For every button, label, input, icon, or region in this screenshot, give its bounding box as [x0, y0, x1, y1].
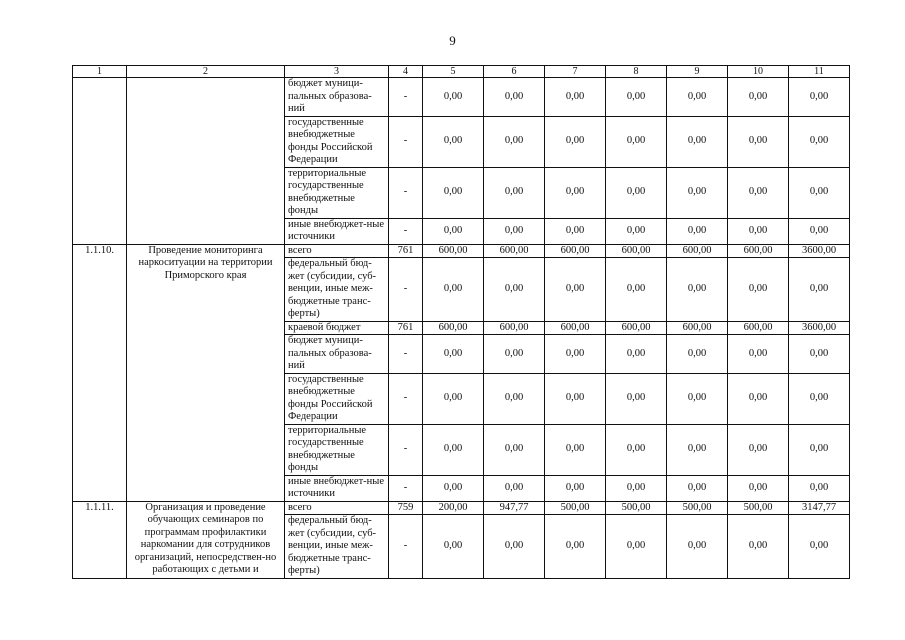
funding-source: бюджет муници-пальных образова-ний	[285, 335, 389, 374]
grbs-code: -	[389, 373, 423, 424]
grbs-code: -	[389, 167, 423, 218]
amount-cell: 0,00	[545, 424, 606, 475]
amount-cell: 0,00	[606, 78, 667, 117]
amount-cell: 200,00	[423, 501, 484, 515]
amount-cell: 600,00	[667, 321, 728, 335]
funding-source: иные внебюджет-ные источники	[285, 475, 389, 501]
amount-cell: 600,00	[606, 321, 667, 335]
column-number: 4	[389, 66, 423, 78]
column-number: 10	[728, 66, 789, 78]
amount-cell: 0,00	[728, 424, 789, 475]
amount-cell: 0,00	[606, 515, 667, 579]
table-row	[73, 78, 850, 117]
grbs-code: -	[389, 78, 423, 117]
column-number: 5	[423, 66, 484, 78]
grbs-code: -	[389, 475, 423, 501]
amount-cell: 0,00	[728, 373, 789, 424]
amount-cell: 0,00	[667, 515, 728, 579]
amount-cell: 0,00	[789, 218, 850, 244]
amount-cell: 0,00	[484, 78, 545, 117]
amount-cell: 500,00	[606, 501, 667, 515]
column-number-row	[73, 66, 850, 78]
measure-code: 1.1.11.	[73, 501, 127, 578]
funding-source: территориальные государственные внебюджетные фонды	[285, 424, 389, 475]
amount-cell: 0,00	[728, 335, 789, 374]
measure-code: 1.1.10.	[73, 244, 127, 501]
amount-cell: 0,00	[545, 515, 606, 579]
amount-cell: 0,00	[484, 424, 545, 475]
amount-cell: 0,00	[789, 335, 850, 374]
amount-cell: 0,00	[545, 373, 606, 424]
amount-cell: 500,00	[728, 501, 789, 515]
amount-cell: 0,00	[667, 258, 728, 322]
measure-code	[73, 78, 127, 245]
amount-cell: 0,00	[789, 373, 850, 424]
amount-cell: 0,00	[667, 475, 728, 501]
amount-cell: 3600,00	[789, 244, 850, 258]
measure-name: Проведение мониторинга наркоситуации на территории Приморского края	[127, 244, 285, 501]
funding-source: федеральный бюд-жет (субсидии, суб-венции, иные меж-бюджетные транс-ферты)	[285, 258, 389, 322]
amount-cell: 0,00	[667, 167, 728, 218]
amount-cell: 0,00	[484, 475, 545, 501]
amount-cell: 0,00	[789, 475, 850, 501]
amount-cell: 0,00	[606, 475, 667, 501]
column-number: 8	[606, 66, 667, 78]
funding-source: иные внебюджет-ные источники	[285, 218, 389, 244]
amount-cell: 0,00	[667, 335, 728, 374]
amount-cell: 0,00	[423, 167, 484, 218]
amount-cell: 600,00	[423, 244, 484, 258]
funding-source: федеральный бюд-жет (субсидии, суб-венции, иные меж-бюджетные транс-ферты)	[285, 515, 389, 579]
amount-cell: 600,00	[667, 244, 728, 258]
amount-cell: 0,00	[423, 335, 484, 374]
amount-cell: 0,00	[545, 167, 606, 218]
amount-cell: 600,00	[484, 321, 545, 335]
table-row	[73, 501, 850, 515]
amount-cell: 0,00	[789, 258, 850, 322]
column-number: 7	[545, 66, 606, 78]
measure-name: Организация и проведение обучающих семинаров по программам профилактики наркомании для сотрудников организаций, непосредствен-но работающих с детьми и	[127, 501, 285, 578]
amount-cell: 0,00	[667, 78, 728, 117]
grbs-code: -	[389, 258, 423, 322]
column-number: 6	[484, 66, 545, 78]
funding-source: государственные внебюджетные фонды Российской Федерации	[285, 116, 389, 167]
amount-cell: 3147,77	[789, 501, 850, 515]
amount-cell: 0,00	[423, 424, 484, 475]
amount-cell: 600,00	[545, 244, 606, 258]
grbs-code: -	[389, 515, 423, 579]
funding-source: государственные внебюджетные фонды Российской Федерации	[285, 373, 389, 424]
grbs-code: -	[389, 116, 423, 167]
amount-cell: 0,00	[545, 116, 606, 167]
amount-cell: 0,00	[545, 475, 606, 501]
amount-cell: 0,00	[789, 78, 850, 117]
grbs-code: 761	[389, 321, 423, 335]
amount-cell: 600,00	[484, 244, 545, 258]
amount-cell: 0,00	[423, 116, 484, 167]
amount-cell: 0,00	[789, 116, 850, 167]
amount-cell: 0,00	[484, 515, 545, 579]
column-number: 9	[667, 66, 728, 78]
funding-source: краевой бюджет	[285, 321, 389, 335]
amount-cell: 947,77	[484, 501, 545, 515]
amount-cell: 0,00	[728, 218, 789, 244]
amount-cell: 0,00	[606, 335, 667, 374]
amount-cell: 0,00	[789, 515, 850, 579]
page-number: 9	[449, 33, 456, 48]
amount-cell: 0,00	[484, 218, 545, 244]
amount-cell: 600,00	[545, 321, 606, 335]
amount-cell: 0,00	[728, 515, 789, 579]
amount-cell: 0,00	[728, 78, 789, 117]
amount-cell: 0,00	[789, 424, 850, 475]
amount-cell: 600,00	[728, 321, 789, 335]
amount-cell: 3600,00	[789, 321, 850, 335]
amount-cell: 600,00	[728, 244, 789, 258]
column-number: 11	[789, 66, 850, 78]
grbs-code: -	[389, 424, 423, 475]
amount-cell: 0,00	[423, 258, 484, 322]
grbs-code: 759	[389, 501, 423, 515]
amount-cell: 0,00	[484, 373, 545, 424]
amount-cell: 0,00	[606, 424, 667, 475]
amount-cell: 0,00	[667, 373, 728, 424]
amount-cell: 0,00	[545, 218, 606, 244]
amount-cell: 0,00	[423, 475, 484, 501]
column-number: 2	[127, 66, 285, 78]
amount-cell: 0,00	[606, 218, 667, 244]
amount-cell: 600,00	[606, 244, 667, 258]
amount-cell: 0,00	[545, 335, 606, 374]
amount-cell: 0,00	[606, 373, 667, 424]
amount-cell: 0,00	[484, 116, 545, 167]
table-row	[73, 244, 850, 258]
amount-cell: 500,00	[667, 501, 728, 515]
amount-cell: 0,00	[545, 258, 606, 322]
amount-cell: 0,00	[728, 167, 789, 218]
amount-cell: 500,00	[545, 501, 606, 515]
amount-cell: 0,00	[423, 78, 484, 117]
amount-cell: 0,00	[789, 167, 850, 218]
funding-source: бюджет муници-пальных образова-ний	[285, 78, 389, 117]
amount-cell: 0,00	[423, 373, 484, 424]
amount-cell: 0,00	[667, 218, 728, 244]
measure-name	[127, 78, 285, 245]
amount-cell: 0,00	[606, 116, 667, 167]
funding-source: всего	[285, 244, 389, 258]
grbs-code: -	[389, 218, 423, 244]
amount-cell: 0,00	[667, 116, 728, 167]
column-number: 1	[73, 66, 127, 78]
funding-source: территориальные государственные внебюджетные фонды	[285, 167, 389, 218]
budget-table	[72, 65, 850, 579]
amount-cell: 0,00	[484, 258, 545, 322]
amount-cell: 0,00	[728, 475, 789, 501]
amount-cell: 0,00	[606, 167, 667, 218]
amount-cell: 0,00	[728, 258, 789, 322]
amount-cell: 600,00	[423, 321, 484, 335]
amount-cell: 0,00	[484, 335, 545, 374]
amount-cell: 0,00	[423, 218, 484, 244]
amount-cell: 0,00	[423, 515, 484, 579]
funding-source: всего	[285, 501, 389, 515]
grbs-code: 761	[389, 244, 423, 258]
amount-cell: 0,00	[667, 424, 728, 475]
grbs-code: -	[389, 335, 423, 374]
column-number: 3	[285, 66, 389, 78]
amount-cell: 0,00	[728, 116, 789, 167]
amount-cell: 0,00	[484, 167, 545, 218]
amount-cell: 0,00	[545, 78, 606, 117]
amount-cell: 0,00	[606, 258, 667, 322]
